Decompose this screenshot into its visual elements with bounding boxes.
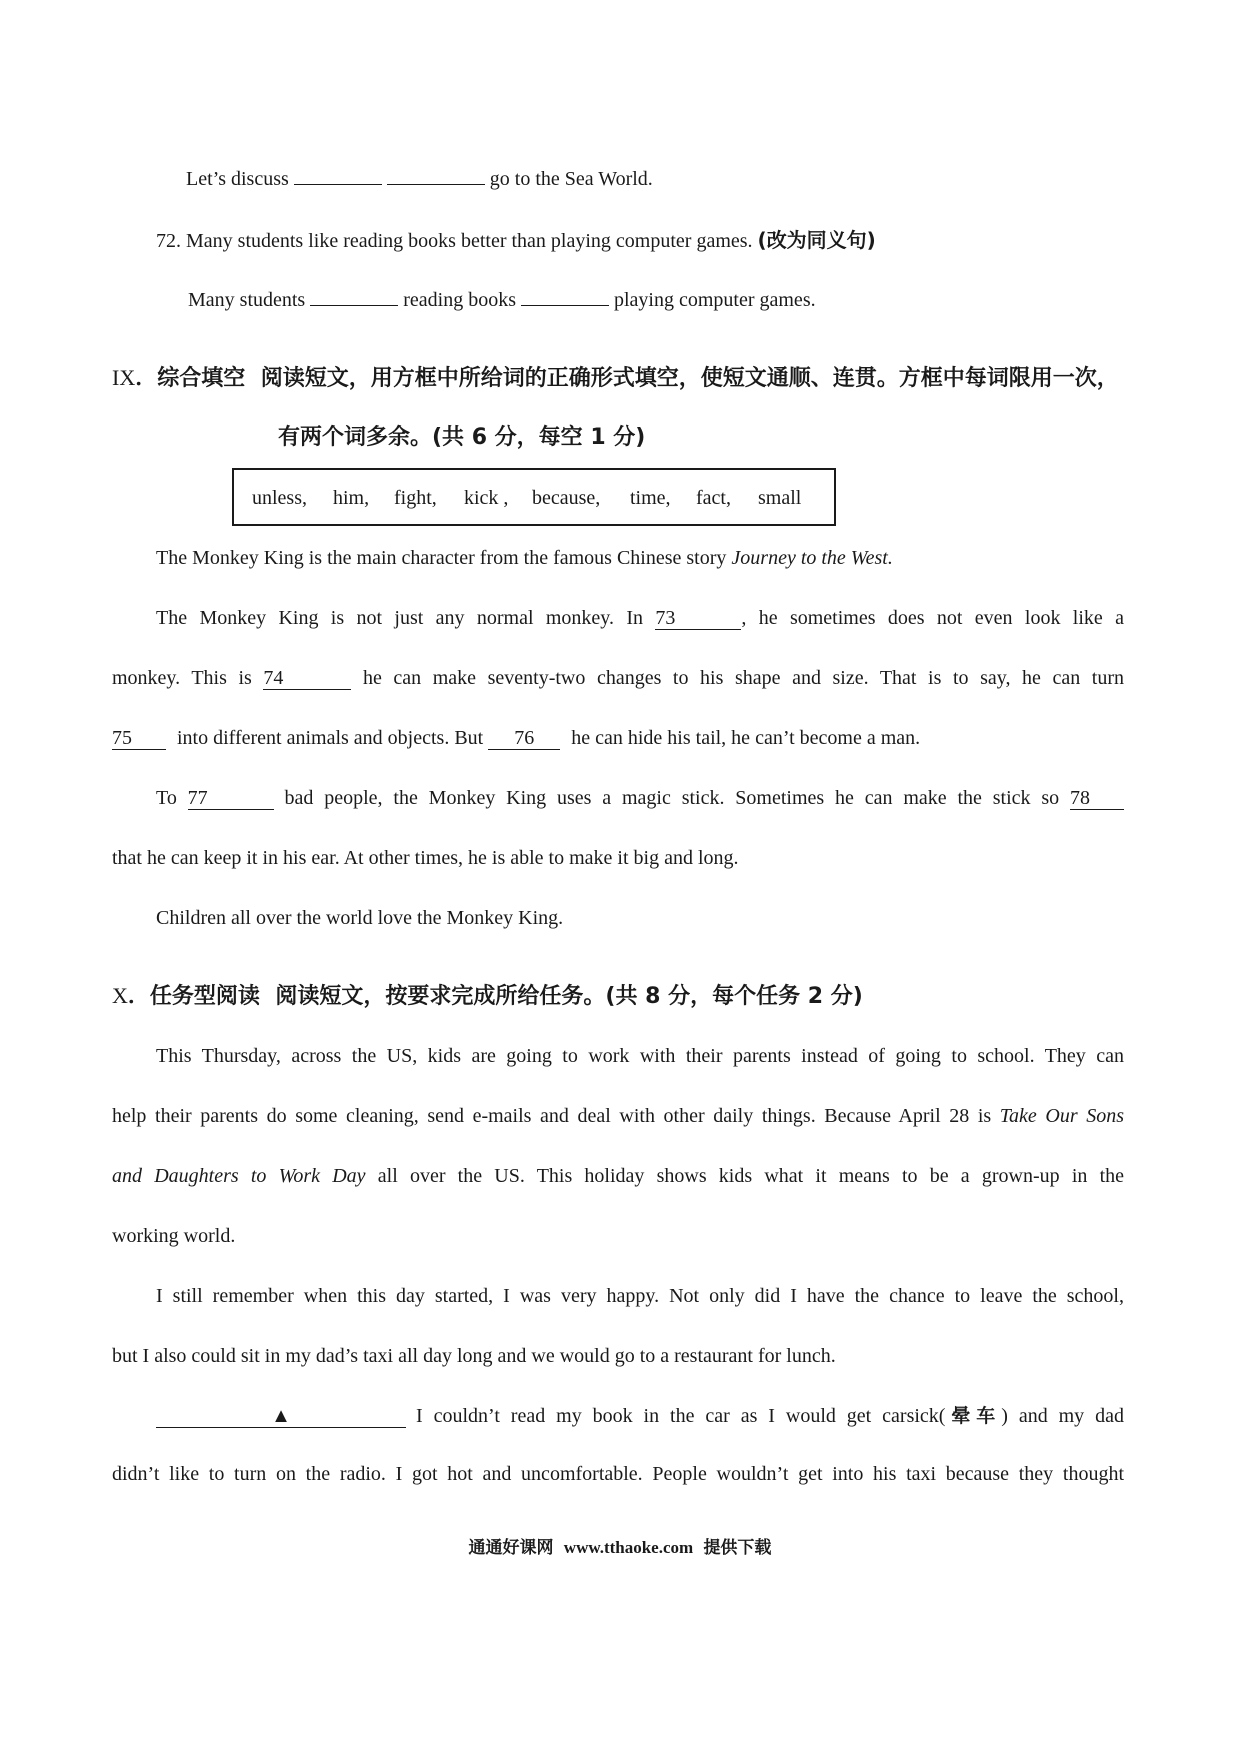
passage-text: he can make seventy-two changes to his shape and size. That is to say, he can turn [362,667,1125,689]
blank-77[interactable]: 77 [188,787,274,810]
passage-10-line-8: didn’t like to turn on the radio. I got hot and uncomfortable. People wouldn’t get into his taxi because they thought [112,1463,1124,1485]
passage-text: To [156,787,177,809]
passage-text: bad people, the Monkey King uses a magic stick. Sometimes he can make the stick so [284,787,1060,809]
carsick-gloss: 晕车 [945,1405,1002,1427]
passage-text: all over the US. This holiday shows kids what it means to be a grown-up in the [377,1165,1125,1187]
section-9-instructions-1: 阅读短文，用方框中所给词的正确形式填空，使短文通顺、连贯。方框中每词限用一次， [260,366,1119,391]
footer-suffix: 提供下载 [703,1538,772,1558]
footer-site-name: 通通好课网 [468,1538,554,1558]
q71-prefix: Let’s discuss [186,168,289,190]
passage-9-line-2 [156,606,1124,630]
q72-answer-suffix: playing computer games. [613,289,816,311]
q71-line [186,166,653,191]
passage-10-line-1: This Thursday, across the US, kids are going to work with their parents instead of going to school. They can [156,1045,1124,1067]
section-9-title: ．综合填空 [135,366,246,391]
passage-10-line-6: but I also could sit in my dad’s taxi all day long and we would go to a restaurant for lunch. [112,1345,836,1367]
blank-78[interactable]: 78 [1070,787,1124,810]
word-option: kick , [464,487,509,509]
q72-answer-line [188,287,816,312]
answer-blank[interactable] [387,166,485,185]
passage-text: The Monkey King is the main character from the famous Chinese story [156,547,727,569]
blank-76[interactable]: 76 [488,727,560,750]
passage-9-line-5 [156,786,1124,810]
word-box [232,468,836,526]
holiday-name: and Daughters to Work Day [112,1165,366,1187]
passage-9-line-7: Children all over the world love the Monkey King. [156,907,564,929]
passage-text: I couldn’t read my book in the car as I would get carsick( [416,1405,946,1427]
section-9-numeral: IX [112,365,136,390]
blank-75[interactable]: 75 [112,727,166,750]
book-title: Journey to the West. [731,547,893,569]
passage-text: he can hide his tail, he can’t become a man. [571,727,921,749]
answer-blank[interactable] [294,166,382,185]
q72-question-text: 72. Many students like reading books better than playing computer games. [156,230,753,252]
task-blank-line [156,1404,406,1428]
passage-text: monkey. This is [112,667,252,689]
passage-text: help their parents do some cleaning, send e-mails and deal with other daily things. Because April 28 is [112,1105,992,1127]
passage-text: , he sometimes does not even look like a [741,607,1125,629]
holiday-name: Take Our Sons [999,1105,1124,1127]
passage-10-line-7 [416,1404,1124,1428]
passage-text: The Monkey King is not just any normal monkey. In [156,607,644,629]
passage-10-line-3 [112,1164,1124,1188]
section-9-heading [112,366,1119,391]
q71-suffix: go to the Sea World. [489,168,653,190]
answer-blank[interactable] [521,287,609,306]
task-blank[interactable]: ▲ [156,1405,406,1428]
word-option: because, [532,487,601,509]
passage-10-line-2 [112,1104,1124,1128]
section-9-instructions-2: 有两个词多余。(共 6 分，每空 1 分) [278,425,646,450]
word-option: fact, [696,487,731,509]
section-10-instructions: 阅读短文，按要求完成所给任务。(共 8 分，每个任务 2 分) [275,984,863,1009]
word-option: time, [630,487,671,509]
section-10-numeral: X [112,983,128,1008]
word-option: small [758,487,802,509]
passage-9-line-6: that he can keep it in his ear. At other times, he is able to make it big and long. [112,847,739,869]
page-footer [0,1536,1240,1560]
q72-answer-mid: reading books [403,289,516,311]
passage-9-line-1 [156,546,893,570]
q72-question [156,228,876,253]
blank-73[interactable]: 73 [655,607,741,630]
blank-74[interactable]: 74 [263,667,351,690]
section-10-heading [112,984,863,1009]
passage-text: ) and my dad [1001,1405,1124,1427]
passage-9-line-4 [112,726,920,750]
section-10-title: ．任务型阅读 [127,984,260,1009]
word-option: him, [333,487,370,509]
passage-9-line-3 [112,666,1124,690]
passage-10-line-5: I still remember when this day started, I was very happy. Not only did I have the chance to leave the school, [156,1285,1124,1307]
word-option: fight, [394,487,437,509]
q72-note: (改为同义句) [757,228,876,252]
answer-blank[interactable] [310,287,398,306]
passage-10-line-4: working world. [112,1225,236,1247]
q72-answer-prefix: Many students [188,289,306,311]
footer-url[interactable]: www.tthaoke.com [563,1538,694,1557]
passage-text: into different animals and objects. But [177,727,484,749]
word-option: unless, [252,487,307,509]
